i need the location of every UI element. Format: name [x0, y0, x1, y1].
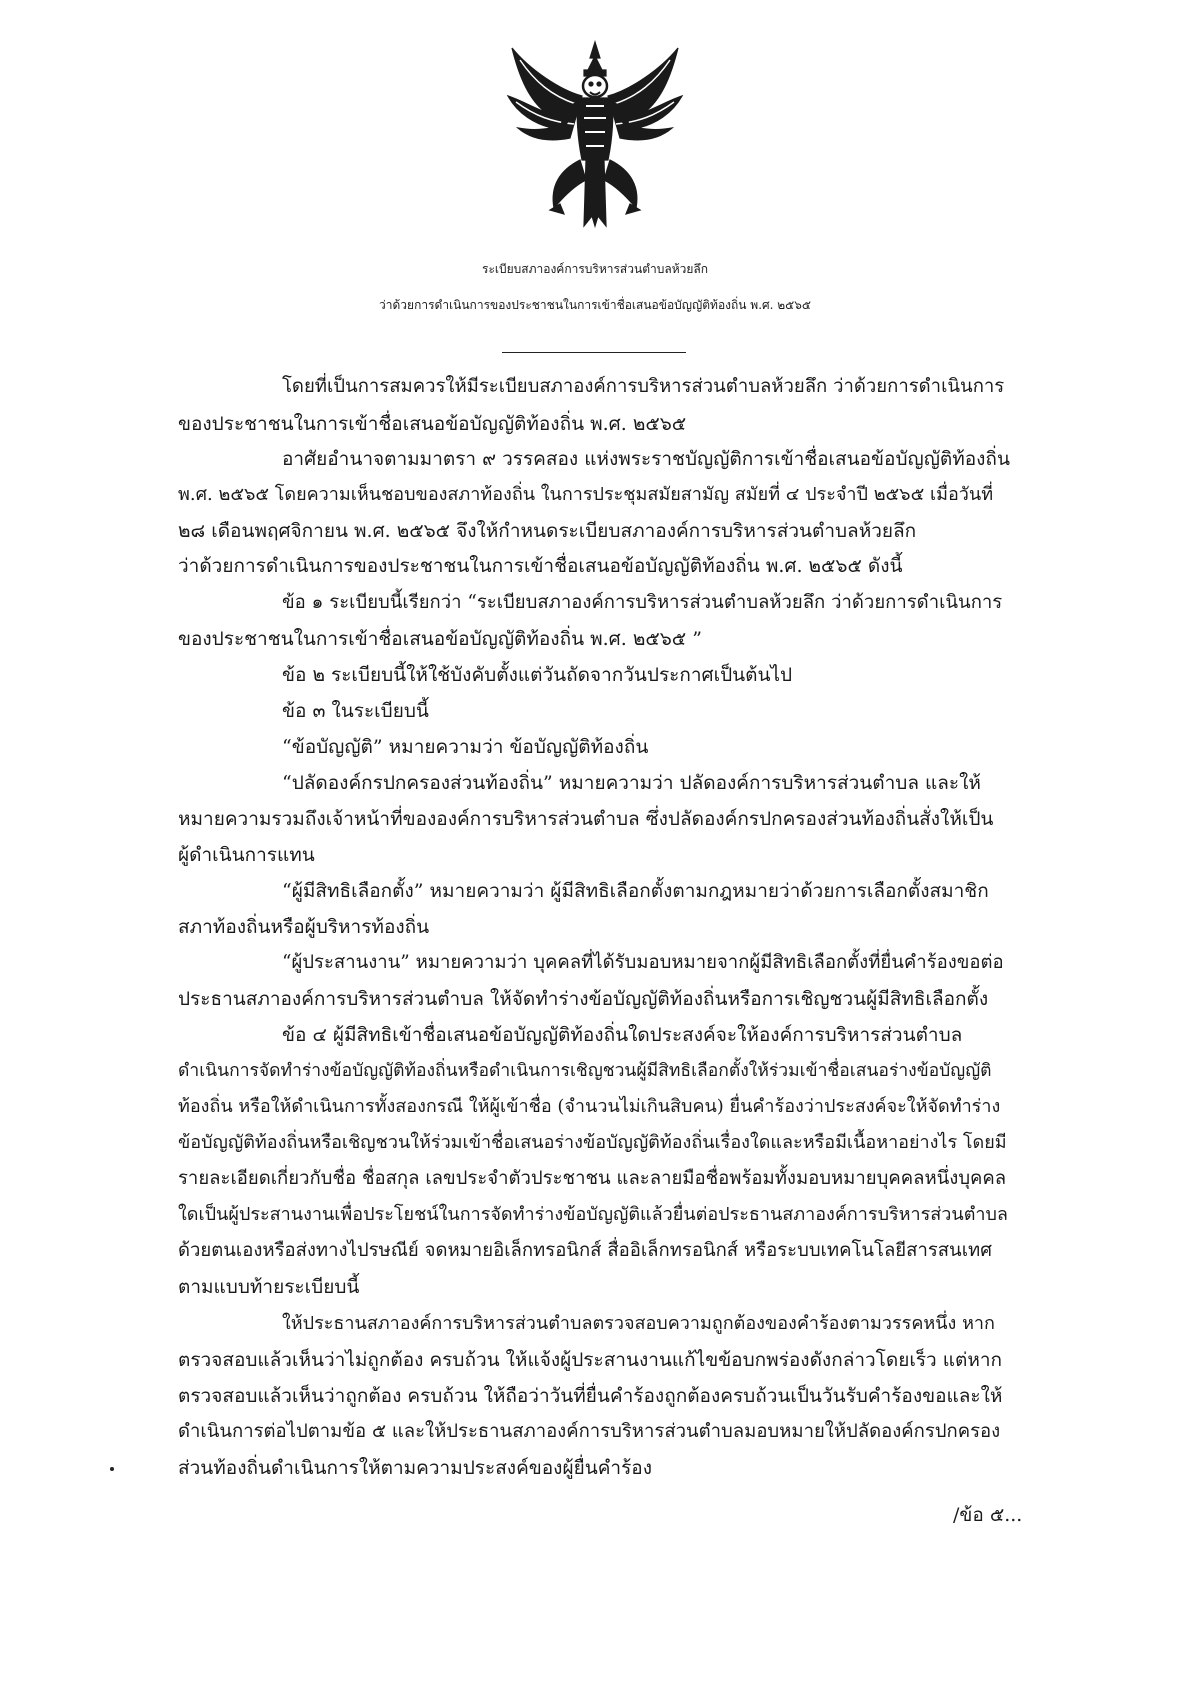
text-line: ของประชาชนในการเข้าชื่อเสนอข้อบัญญัติท้องถิ่น พ.ศ. ๒๕๖๕	[178, 413, 687, 435]
text-line: ข้อ ๔ ผู้มีสิทธิเข้าชื่อเสนอข้อบัญญัติท้องถิ่นใดประสงค์จะให้องค์การบริหารส่วนตำบล	[282, 1024, 963, 1046]
text-line: ประธานสภาองค์การบริหารส่วนตำบล ให้จัดทำร่างข้อบัญญัติท้องถิ่นหรือการเชิญชวนผู้มีสิทธิเลือกตั้ง	[178, 988, 989, 1010]
text-line: ใดเป็นผู้ประสานงานเพื่อประโยชน์ในการจัดทำร่างข้อบัญญัติแล้วยื่นต่อประธานสภาองค์การบริหารส่วนตำบล	[178, 1204, 1008, 1225]
text-line: ดำเนินการจัดทำร่างข้อบัญญัติท้องถิ่นหรือดำเนินการเชิญชวนผู้มีสิทธิเลือกตั้งให้ร่วมเข้าชื่อเสนอร่างข้อบัญญัติ	[178, 1061, 992, 1081]
text-line: “ผู้มีสิทธิเลือกตั้ง” หมายความว่า ผู้มีสิทธิเลือกตั้งตามกฎหมายว่าด้วยการเลือกตั้งสมาชิก	[282, 880, 989, 902]
document-subtitle: ว่าด้วยการดำเนินการของประชาชนในการเข้าชื่อเสนอข้อบัญญัติท้องถิ่น พ.ศ. ๒๕๖๕	[379, 298, 811, 312]
text-line: ข้อ ๒ ระเบียบนี้ให้ใช้บังคับตั้งแต่วันถัดจากวันประกาศเป็นต้นไป	[282, 664, 793, 686]
title-divider	[502, 352, 686, 353]
scan-speck	[110, 1467, 114, 1471]
text-line: ตรวจสอบแล้วเห็นว่าถูกต้อง ครบถ้วน ให้ถือว่าวันที่ยื่นคำร้องถูกต้องครบถ้วนเป็นวันรับคำร้องขอและให้	[178, 1385, 1003, 1407]
text-line: ตามแบบท้ายระเบียบนี้	[178, 1276, 360, 1298]
text-line: ข้อ ๓ ในระเบียบนี้	[282, 700, 429, 722]
text-line: “ข้อบัญญัติ” หมายความว่า ข้อบัญญัติท้องถิ่น	[282, 736, 649, 758]
text-line: อาศัยอำนาจตามมาตรา ๙ วรรคสอง แห่งพระราชบัญญัติการเข้าชื่อเสนอข้อบัญญัติท้องถิ่น	[282, 448, 1010, 470]
text-line: “ปลัดองค์กรปกครองส่วนท้องถิ่น” หมายความว่า ปลัดองค์การบริหารส่วนตำบล และให้	[282, 772, 981, 794]
text-line: สภาท้องถิ่นหรือผู้บริหารท้องถิ่น	[178, 916, 430, 938]
text-line: ข้อบัญญัติท้องถิ่นหรือเชิญชวนให้ร่วมเข้าชื่อเสนอร่างข้อบัญญัติท้องถิ่นเรื่องใดและหรือมีเนื้อหาอย่างไร โดยมี	[178, 1132, 1007, 1153]
text-line: ดำเนินการต่อไปตามข้อ ๕ และให้ประธานสภาองค์การบริหารส่วนตำบลมอบหมายให้ปลัดองค์กรปกครอง	[178, 1421, 1001, 1442]
text-line: “ผู้ประสานงาน” หมายความว่า บุคคลที่ได้รับมอบหมายจากผู้มีสิทธิเลือกตั้งที่ยื่นคำร้องขอต่อ	[282, 952, 1004, 973]
text-line: ว่าด้วยการดำเนินการของประชาชนในการเข้าชื่อเสนอข้อบัญญัติท้องถิ่น พ.ศ. ๒๕๖๕ ดังนี้	[178, 555, 903, 577]
text-line: ๒๘ เดือนพฤศจิกายน พ.ศ. ๒๕๖๕ จึงให้กำหนดระเบียบสภาองค์การบริหารส่วนตำบลห้วยลึก	[178, 520, 917, 542]
text-line: พ.ศ. ๒๕๖๕ โดยความเห็นชอบของสภาท้องถิ่น ในการประชุมสมัยสามัญ สมัยที่ ๔ ประจำปี ๒๕๖๕ เมื่อวันที่	[178, 484, 994, 505]
text-line: หมายความรวมถึงเจ้าหน้าที่ขององค์การบริหารส่วนตำบล ซึ่งปลัดองค์กรปกครองส่วนท้องถิ่นสั่งให้เป็น	[178, 808, 994, 830]
text-line: รายละเอียดเกี่ยวกับชื่อ ชื่อสกุล เลขประจำตัวประชาชน และลายมือชื่อพร้อมทั้งมอบหมายบุคคลหนึ่งบุคคล	[178, 1168, 1007, 1189]
text-line: ส่วนท้องถิ่นดำเนินการให้ตามความประสงค์ของผู้ยื่นคำร้อง	[178, 1457, 652, 1479]
garuda-emblem-icon	[490, 40, 700, 230]
text-line: โดยที่เป็นการสมควรให้มีระเบียบสภาองค์การบริหารส่วนตำบลห้วยลึก ว่าด้วยการดำเนินการ	[282, 376, 1005, 397]
text-line: ข้อ ๑ ระเบียบนี้เรียกว่า “ระเบียบสภาองค์การบริหารส่วนตำบลห้วยลึก ว่าด้วยการดำเนินการ	[282, 592, 1003, 613]
text-line: ของประชาชนในการเข้าชื่อเสนอข้อบัญญัติท้องถิ่น พ.ศ. ๒๕๖๕ ”	[178, 628, 702, 650]
document-title: ระเบียบสภาองค์การบริหารส่วนตำบลห้วยลึก	[482, 262, 708, 276]
text-line: ให้ประธานสภาองค์การบริหารส่วนตำบลตรวจสอบความถูกต้องของคำร้องตามวรรคหนึ่ง หาก	[282, 1313, 995, 1334]
text-line: ผู้ดำเนินการแทน	[178, 844, 315, 866]
text-line: ด้วยตนเองหรือส่งทางไปรษณีย์ จดหมายอิเล็กทรอนิกส์ สื่ออิเล็กทรอนิกส์ หรือระบบเทคโนโลยีสารสนเทศ	[178, 1240, 992, 1261]
text-line: ตรวจสอบแล้วเห็นว่าไม่ถูกต้อง ครบถ้วน ให้แจ้งผู้ประสานงานแก้ไขข้อบกพร่องดังกล่าวโดยเร็ว แต่หาก	[178, 1349, 1003, 1371]
continue-marker: /ข้อ ๕...	[953, 1504, 1023, 1526]
text-line: ท้องถิ่น หรือให้ดำเนินการทั้งสองกรณี ให้ผู้เข้าชื่อ (จำนวนไม่เกินสิบคน) ยื่นคำร้องว่าประสงค์จะให้จัดทำร่าง	[178, 1096, 1001, 1117]
